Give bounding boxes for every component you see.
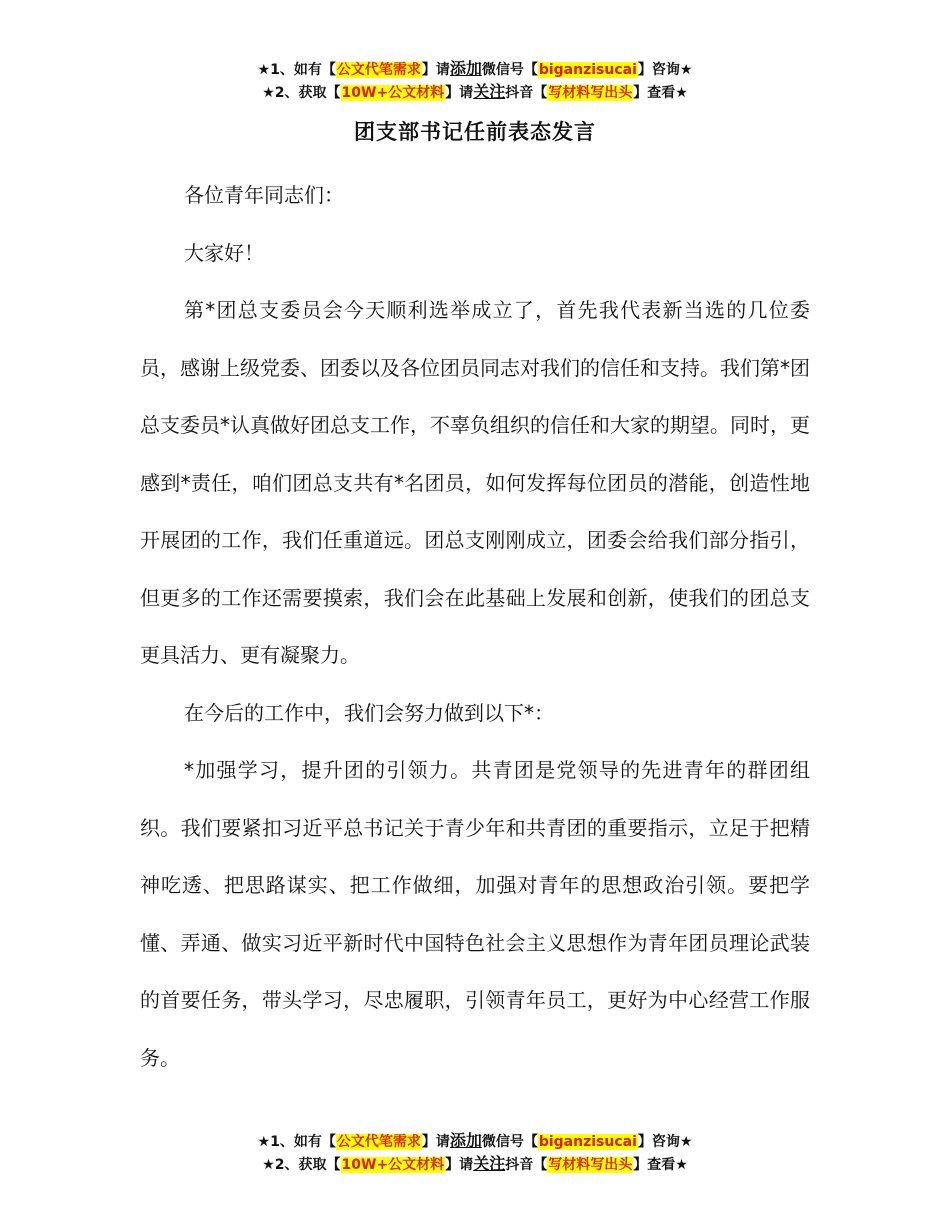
banner-text: 抖音【 (505, 85, 548, 101)
banner-text: 微信号【 (481, 1134, 538, 1150)
banner-text: 】查看★ (633, 1157, 688, 1173)
highlight-materials: 10W+公文材料 (341, 85, 445, 101)
banner-line-1 (0, 58, 950, 81)
highlight-service: 公文代笔需求 (336, 62, 421, 78)
highlight-wechat-id: biganzisucai (538, 62, 637, 78)
highlight-service: 公文代笔需求 (336, 1134, 421, 1150)
banner-emphasis: 添加 (449, 1131, 482, 1150)
paragraph-salutation: 各位青年同志们： (184, 183, 344, 207)
banner-line-1 (0, 1130, 950, 1153)
paragraph-point-one: *加强学习，提升团的引领力。共青团是党领导的先进青年的群团组织。我们要紧扣习近平总书记关于青少年和共青团的重要指示，立足于把精神吃透、把思路谋实、把工作做细，加强对青年的思想政治引领。要把学懂、弄通、做实习近平新时代中国特色社会主义思想作为青年团员理论武装的首要任务，带头学习，尽忠履职，引领青年员工，更好为中心经营工作服务。 (140, 758, 810, 1070)
banner-text: 】咨询★ (637, 1134, 693, 1150)
highlight-wechat-id: biganzisucai (538, 1134, 637, 1150)
banner-text: 】请 (421, 62, 450, 78)
banner-line-2 (0, 81, 950, 104)
banner-text: 】咨询★ (637, 62, 693, 78)
banner-text: ★2、获取【 (262, 85, 341, 101)
banner-text: 微信号【 (481, 62, 538, 78)
banner-text: ★2、获取【 (262, 1157, 341, 1173)
banner-emphasis: 关注 (473, 1154, 506, 1173)
banner-text: ★1、如有【 (257, 62, 336, 78)
banner-text: 】请 (445, 85, 474, 101)
paragraph-greeting: 大家好！ (184, 240, 264, 265)
highlight-materials: 10W+公文材料 (341, 1157, 445, 1173)
document-body (140, 167, 810, 1087)
highlight-douyin: 写材料写出头 (548, 1157, 633, 1173)
banner-line-2 (0, 1153, 950, 1176)
header-banner (0, 58, 950, 104)
banner-text: ★1、如有【 (257, 1134, 336, 1150)
document-title: 团支部书记任前表态发言 (354, 120, 596, 144)
paragraph-intro: 第*团总支委员会今天顺利选举成立了，首先我代表新当选的几位委员，感谢上级党委、团委以及各位团员同志对我们的信任和支持。我们第*团总支委员*认真做好团总支工作，不辜负组织的信任和大家的期望。同时，更感到*责任，咱们团总支共有*名团员，如何发挥每位团员的潜能，创造性地开展团的工作，我们任重道远。团总支刚刚成立，团委会给我们部分指引，但更多的工作还需要摸索，我们会在此基础上发展和创新，使我们的团总支更具活力、更有凝聚力。 (140, 298, 810, 667)
banner-text: 】请 (421, 1134, 450, 1150)
highlight-douyin: 写材料写出头 (548, 85, 633, 101)
banner-text: 】请 (445, 1157, 474, 1173)
banner-text: 】查看★ (633, 85, 688, 101)
banner-text: 抖音【 (505, 1157, 548, 1173)
banner-emphasis: 添加 (449, 59, 482, 78)
banner-emphasis: 关注 (473, 82, 506, 101)
paragraph-transition: 在今后的工作中，我们会努力做到以下*： (184, 700, 554, 725)
footer-banner (0, 1130, 950, 1176)
